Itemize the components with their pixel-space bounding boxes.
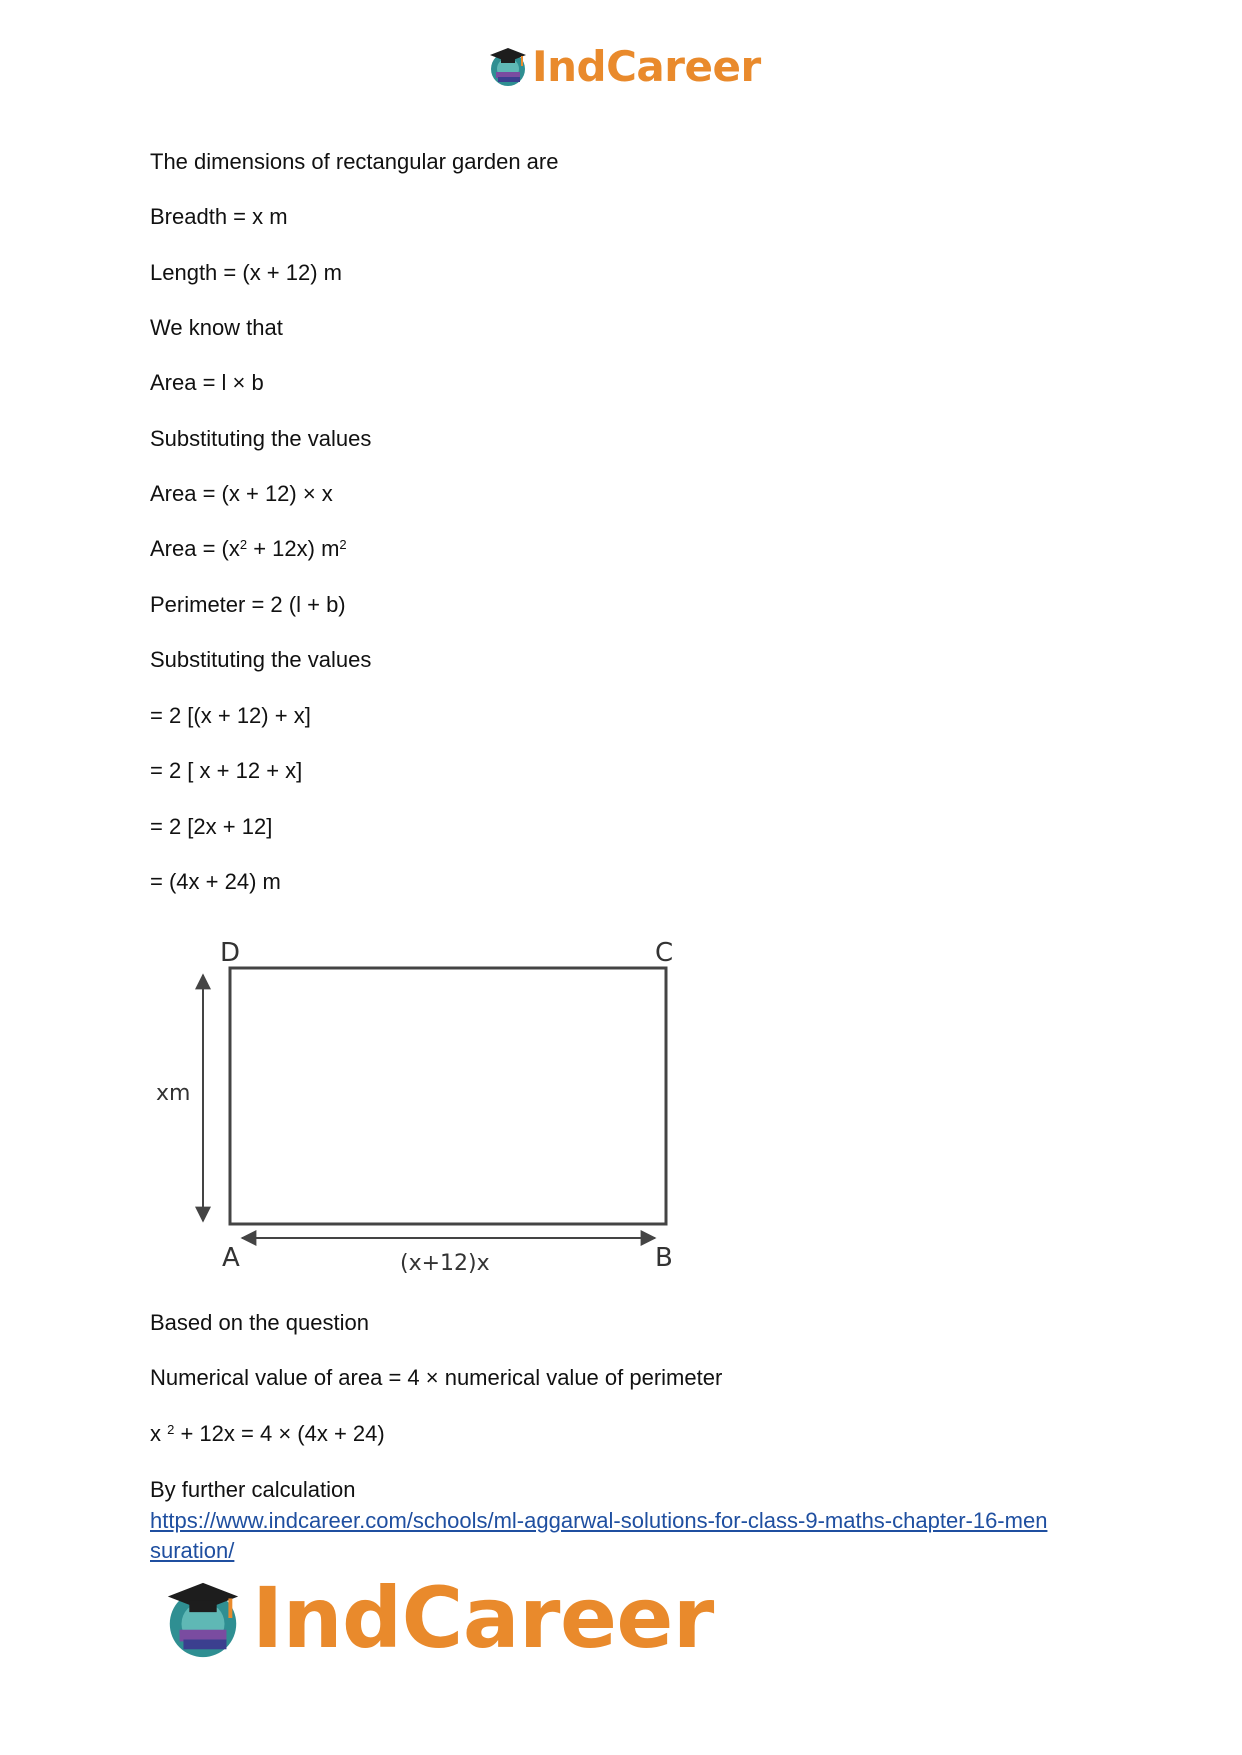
text-line: Area = (x + 12) × x <box>150 481 333 506</box>
area-formula-unit-exponent: 2 <box>339 537 347 552</box>
text-line: = 2 [2x + 12] <box>150 814 273 839</box>
text-line: Length = (x + 12) m <box>150 260 342 285</box>
equation-exponent: 2 <box>167 1422 175 1437</box>
side-label: xm <box>156 1081 191 1106</box>
source-link-line-1[interactable]: https://www.indcareer.com/schools/ml-aggarwal-solutions-for-class-9-maths-chapter-16-men <box>150 1508 1048 1533</box>
equation-rest: + 12x = 4 × (4x + 24) <box>174 1421 385 1446</box>
vertex-label-b: B <box>655 1243 673 1273</box>
footer-brand-name: IndCareer <box>252 1569 714 1667</box>
footer-logo <box>160 1569 714 1667</box>
graduation-cap-globe-icon <box>486 44 530 88</box>
vertex-label-c: C <box>655 938 674 968</box>
garden-rectangle <box>230 968 666 1224</box>
area-formula-middle: + 12x) m <box>247 536 340 561</box>
text-line: Perimeter = 2 (l + b) <box>150 592 346 617</box>
text-line: Substituting the values <box>150 426 372 451</box>
vertex-label-a: A <box>222 1243 240 1273</box>
text-line: Breadth = x m <box>150 204 288 229</box>
text-line: The dimensions of rectangular garden are <box>150 149 559 174</box>
bottom-label: (x+12)x <box>400 1251 490 1276</box>
area-formula <box>150 535 347 563</box>
text-line: We know that <box>150 315 283 340</box>
source-link[interactable] <box>150 1506 1047 1566</box>
header-logo <box>486 40 761 92</box>
text-line: = (4x + 24) m <box>150 869 281 894</box>
text-line: = 2 [(x + 12) + x] <box>150 703 311 728</box>
equation-line <box>150 1420 385 1448</box>
header-brand-name: IndCareer <box>532 41 761 91</box>
rectangle-diagram <box>150 925 690 1280</box>
text-line: Numerical value of area = 4 × numerical value of perimeter <box>150 1365 723 1390</box>
text-line: Substituting the values <box>150 647 372 672</box>
text-line: Based on the question <box>150 1310 369 1335</box>
area-formula-prefix: Area = (x <box>150 536 240 561</box>
source-link-line-2[interactable]: suration/ <box>150 1538 235 1563</box>
vertex-label-d: D <box>220 938 241 968</box>
area-formula-exponent: 2 <box>239 537 248 552</box>
text-line: = 2 [ x + 12 + x] <box>150 758 303 783</box>
text-line: By further calculation <box>150 1477 356 1502</box>
graduation-cap-globe-icon <box>160 1575 246 1661</box>
equation-prefix: x <box>150 1421 168 1446</box>
text-line: Area = l × b <box>150 370 264 395</box>
